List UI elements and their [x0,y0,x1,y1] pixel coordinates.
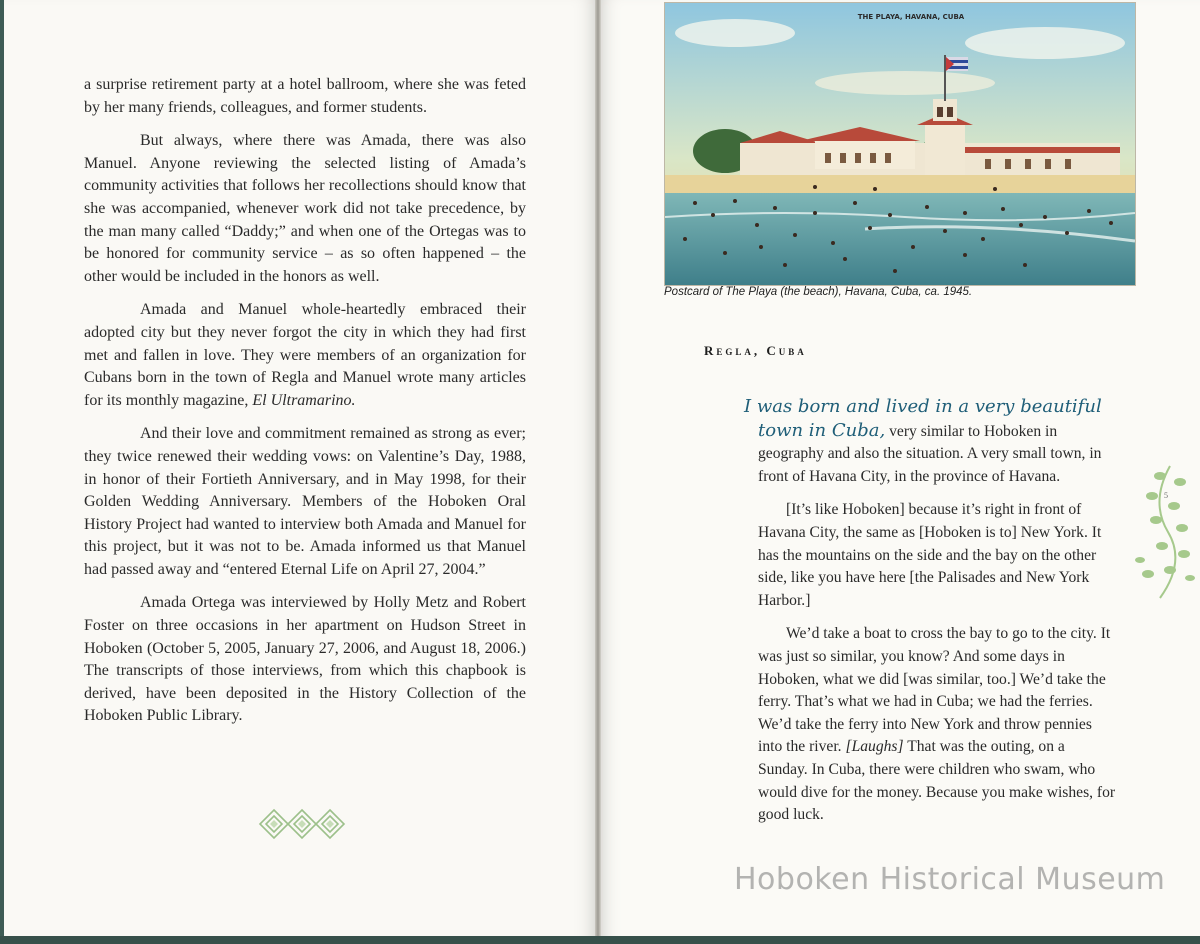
paragraph-1: a surprise retirement party at a hotel ballroom, where she was feted by her many friends, colleagues, and former students. [84,76,526,116]
laughs-note: [Laughs] [845,738,904,756]
quote-paragraph [744,396,1118,488]
right-page-body [744,396,1118,838]
paragraph-4: And their love and commitment remained as strong as ever; they twice renewed their wedding vows: on Valentine’s Day, 1988, in honor of their Fortieth Anniversary, and in May 1998, for their Golden Wedding Anniversary. Members of the Hoboken Oral History Project had wanted to interview both Amada and Manuel for this project, but it was not to be. Amada informed us that Manuel had passed away and “entered Eternal Life on April 27, 2004.” [84,425,526,578]
magazine-title: El Ultramarino. [252,391,356,409]
paragraph-5: Amada Ortega was interviewed by Holly Metz and Robert Foster on three occasions in her apartment on Hudson Street in Hoboken (October 5, 2005, January 27, 2006, and August 18, 2006.) The transcripts of those interviews, from which this chapbook is derived, have been deposited in the History Collection of the Hoboken Public Library. [84,594,526,725]
quote-continuation: very similar to Hoboken in geography and also the situation. A very small town, in front of Havana City, in the province of Havana. [758,422,1102,485]
page-number: 5 [1164,491,1168,500]
diamond-ornament-icon [258,808,346,840]
book-gutter [595,0,601,944]
watermark: Hoboken Historical Museum [734,862,1166,897]
script-quote: I was born and lived in a very beautiful town in Cuba, [744,396,1102,441]
vine-ornament-icon [1130,462,1200,602]
postcard-image [664,2,1136,286]
paragraph-3-text: Amada and Manuel whole-heartedly embraced their adopted city but they never forgot the city in which they had first met and fallen in love. They were members of an organization for Cubans born in the town of Regla and Manuel wrote many articles for its monthly magazine, [84,301,526,409]
ferry-paragraph [758,623,1118,826]
postcard-banner: THE PLAYA, HAVANA, CUBA [857,13,965,21]
ferry-text-a: We’d take a boat to cross the bay to go to the city. It was just so similar, you know? And some days in Hoboken, what we did [was similar, too.] We’d take the ferry. That’s what we had in Cuba; we had the ferries. We’d take the ferry into New York and throw pennies into the river. [758,625,1111,756]
paragraph-2: But always, where there was Amada, there was also Manuel. Anyone reviewing the selected listing of Amada’s community activities that follows her recollections should know that she was accompanied, whenever work did not take precedence, by the man many called “Daddy;” and when one of the Ortegas was to be honored for community service – as so often happened – the other would be included in the honors as well. [84,132,526,285]
paragraph-3 [84,299,526,412]
hoboken-comparison-paragraph: [It’s like Hoboken] because it’s right in front of Havana City, the same as [Hoboken is to] New York. It has the mountains on the side and the bay on the other side, like you have here [the Palisades and New York Harbor.] [758,501,1102,609]
bottom-edge [0,936,1200,944]
ferry-text-b: That was the outing, on a Sunday. In Cuba, there were children who swam, who would dive for the money. Because you make wishes, for good luck. [758,738,1116,824]
left-page-body [84,74,526,739]
postcard-caption: Postcard of The Playa (the beach), Havana, Cuba, ca. 1945. [664,286,973,298]
cover-edge [0,0,4,944]
section-heading: Regla, Cuba [704,343,807,358]
